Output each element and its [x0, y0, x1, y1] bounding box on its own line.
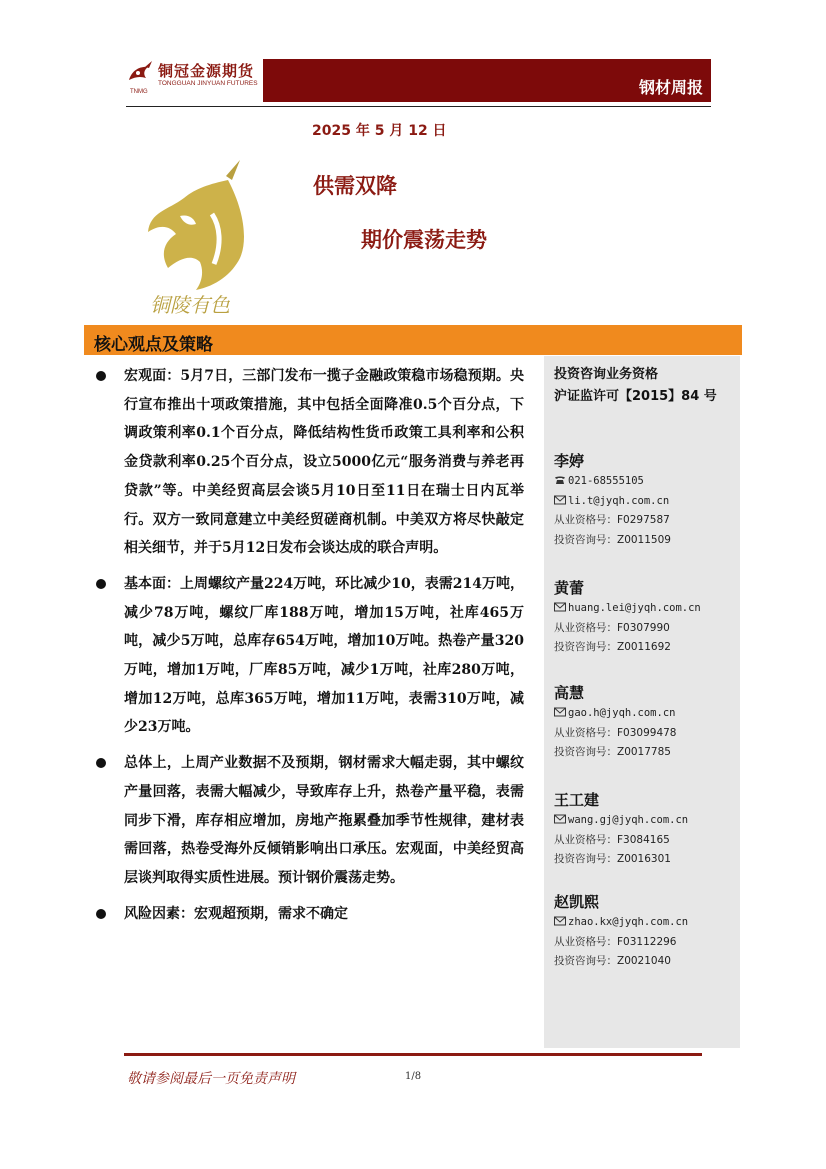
analyst-email-text: li.t@jyqh.com.cn	[568, 494, 670, 507]
point-macro	[96, 362, 524, 563]
report-title-line1: 供需双降	[313, 174, 397, 198]
analyst-email	[554, 492, 734, 512]
point-text: 总体上，上周产业数据不及预期，钢材需求大幅走弱，其中螺纹产量回落，表需大幅减少，导致库存上升，热卷产量平稳，表需同步下滑，库存相应增加，房地产拖累叠加季节性规律，建材表需回落，热卷受海外反倾销影响出口承压。宏观面，中美经贸高层谈判取得实质性进展。预计钢价震荡走势。	[124, 755, 524, 886]
mail-icon	[554, 707, 566, 717]
analyst-license: 从业资格号：F03112296	[554, 935, 677, 948]
footer-divider	[124, 1053, 702, 1056]
analyst-license: 从业资格号：F03099478	[554, 726, 677, 739]
analyst-advisory: 投资咨询号：Z0011509	[554, 533, 671, 546]
qualification	[554, 364, 717, 408]
analyst-email-text: wang.gj@jyqh.com.cn	[568, 814, 689, 826]
qualification-line1: 投资咨询业务资格	[554, 367, 659, 382]
analyst-email	[554, 704, 734, 724]
mail-icon	[554, 814, 566, 824]
analyst-advisory: 投资咨询号：Z0017785	[554, 746, 671, 758]
analyst-license: 从业资格号：F0307990	[554, 621, 670, 634]
analyst-email	[554, 811, 734, 831]
analyst-name: 李婷	[554, 452, 585, 470]
analyst-name: 高慧	[554, 684, 585, 702]
header-divider	[126, 106, 711, 107]
point-text: 基本面：上周螺纹产量224万吨，环比减少10，表需214万吨，减少78万吨，螺纹厂库188万吨，增加15万吨，社库465万吨，减少5万吨，总库存654万吨，增加10万吨。热卷产量320万吨，增加1万吨，厂库85万吨，减少1万吨，社库280万吨，增加12万吨，总库365万吨，增加11万吨，表需310万吨，减少23万吨。	[124, 575, 524, 736]
point-text: 风险因素：宏观超预期，需求不确定	[124, 905, 348, 922]
company-name-en: TONGGUAN JINYUAN FUTURES	[158, 80, 258, 87]
report-type: 钢材周报	[638, 78, 703, 97]
analyst-name: 黄蕾	[554, 579, 585, 597]
analyst-email-text: gao.h@jyqh.com.cn	[568, 707, 676, 719]
point-summary	[96, 749, 524, 893]
analyst-card	[554, 450, 734, 550]
analyst-card	[554, 891, 734, 972]
core-points-list	[96, 362, 524, 935]
analyst-advisory: 投资咨询号：Z0021040	[554, 955, 671, 967]
tnmg-logo-icon	[126, 58, 156, 88]
point-risk	[96, 900, 524, 929]
company-logo	[126, 56, 266, 100]
analyst-email	[554, 599, 734, 619]
analyst-phone	[554, 472, 734, 492]
bullet-dot-icon	[96, 758, 106, 768]
emblem-caption: 铜陵有色	[150, 293, 230, 317]
mail-icon	[554, 916, 566, 926]
section-title: 核心观点及策略	[94, 335, 213, 355]
analyst-email-text: zhao.kx@jyqh.com.cn	[568, 916, 689, 928]
page-number: 1/8	[405, 1071, 422, 1082]
section-header	[84, 325, 742, 355]
point-text: 宏观面：5月7日，三部门发布一揽子金融政策稳市场稳预期。央行宣布推出十项政策措施，其中包括全面降准0.5个百分点，下调政策利率0.1个百分点，降低结构性货币政策工具利率和公积金贷款利率0.25个百分点，设立5000亿元“服务消费与养老再贷款”等。中美经贸高层会谈5月10日至11日在瑞士日内瓦举行。双方一致同意建立中美经贸磋商机制。中美双方将尽快敲定相关细节，并于5月12日发布会谈达成的联合声明。	[124, 368, 524, 557]
analyst-name: 赵凯熙	[554, 893, 600, 911]
analyst-email-text: huang.lei@jyqh.com.cn	[568, 602, 701, 614]
analyst-license: 从业资格号：F3084165	[554, 833, 670, 846]
tongling-emblem-icon	[140, 154, 260, 324]
analyst-email	[554, 913, 734, 933]
bullet-dot-icon	[96, 371, 106, 381]
analyst-card	[554, 577, 734, 658]
point-fundamentals	[96, 570, 524, 742]
analyst-card	[554, 682, 734, 763]
analyst-phone-text: 021-68555105	[568, 475, 644, 487]
analyst-advisory: 投资咨询号：Z0011692	[554, 641, 671, 653]
report-title-line2: 期价震荡走势	[361, 228, 487, 252]
phone-icon	[554, 475, 566, 485]
mail-icon	[554, 602, 566, 612]
analyst-license: 从业资格号：F0297587	[554, 514, 670, 526]
company-abbr: TNMG	[130, 89, 148, 95]
bullet-dot-icon	[96, 909, 106, 919]
company-name-cn: 铜冠金源期货	[158, 62, 255, 80]
report-date: 2025 年 5 月 12 日	[312, 123, 447, 139]
analyst-card	[554, 789, 734, 870]
mail-icon	[554, 495, 566, 505]
analyst-name: 王工建	[554, 791, 600, 809]
bullet-dot-icon	[96, 579, 106, 589]
qualification-line2: 沪证监许可【2015】84 号	[554, 389, 717, 404]
disclaimer-note: 敬请参阅最后一页免责声明	[127, 1071, 295, 1087]
header-band	[263, 59, 711, 102]
analyst-advisory: 投资咨询号：Z0016301	[554, 853, 671, 865]
